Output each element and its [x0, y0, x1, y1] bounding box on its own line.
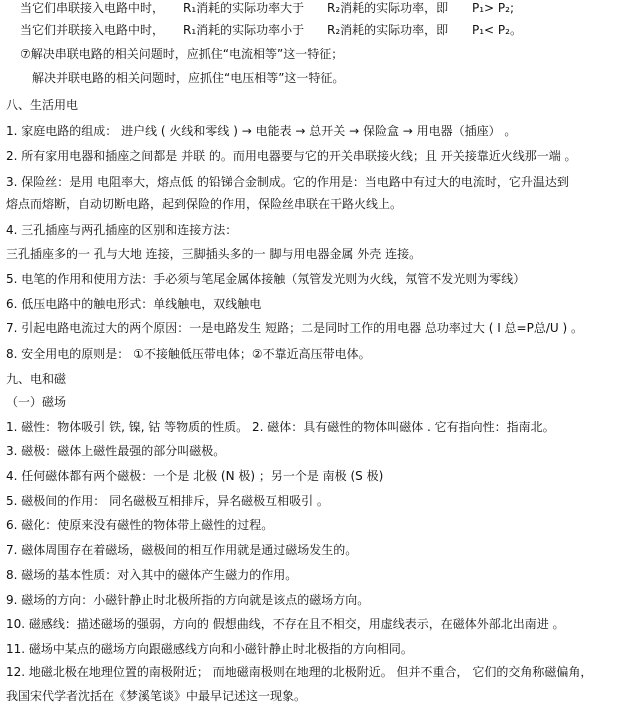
subsection-heading-magnetic-field: （一）磁场	[6, 395, 67, 409]
text-line-10: 4. 三孔插座与两孔插座的区别和连接方法：	[6, 223, 238, 237]
text-line-6: 1. 家庭电路的组成： 进户线 ( 火线和零线 ) → 电能表 → 总开关 → 保险盒 → 用电器（插座） 。	[6, 124, 517, 138]
text-line-3: ⑦解决串联电路的相关问题时，应抓住“电流相等”这一特征；	[20, 47, 344, 61]
text-line-19: 3. 磁极：磁体上磁性最强的部分叫磁极。	[6, 444, 226, 458]
section-heading-household-electricity: 八、生活用电	[6, 98, 79, 112]
text-line-26: 10. 磁感线：描述磁场的强弱，方向的 假想曲线，不存在且不相交，用虚线表示，在磁体外部北出南进 。	[6, 617, 565, 631]
text-line-18: 1. 磁性：物体吸引 铁, 镍, 钴 等物质的性质。 2. 磁体：具有磁性的物体叫磁体 . 它有指向性：指南北。	[6, 420, 555, 434]
text-line-28: 12. 地磁北极在地理位置的南极附近； 而地磁南极则在地理的北极附近。 但并不重合， 它们的交角称磁偏角，	[6, 665, 593, 679]
text-line-8: 3. 保险丝：是用 电阻率大，熔点低 的铅锑合金制成。它的作用是：当电路中有过大的电流时，它升温达到	[6, 175, 569, 189]
text-line-4: 解决并联电路的相关问题时，应抓住“电压相等”这一特征。	[32, 71, 345, 85]
series-statement-d: P₁> P₂;	[472, 1, 515, 15]
parallel-statement-c: R₂消耗的实际功率，即	[327, 23, 449, 37]
series-statement-a: 当它们串联接入电路中时，	[20, 1, 165, 15]
text-line-20: 4. 任何磁体都有两个磁极：一个是 北极 (N 极) ；另一个是 南极 (S 极)	[6, 469, 384, 483]
section-heading-electricity-magnetism: 九、电和磁	[6, 372, 67, 386]
text-line-24: 8. 磁场的基本性质：对入其中的磁体产生磁力的作用。	[6, 568, 298, 582]
text-line-25: 9. 磁场的方向：小磁针静止时北极所指的方向就是该点的磁场方向。	[6, 593, 370, 607]
parallel-statement-b: R₁消耗的实际功率小于	[183, 23, 305, 37]
series-statement-c: R₂消耗的实际功率，即	[327, 1, 449, 15]
text-line-13: 6. 低压电路中的触电形式：单线触电，双线触电	[6, 297, 262, 311]
text-line-14: 7. 引起电路电流过大的两个原因：一是电路发生 短路；二是同时工作的用电器 总功率过大 ( I 总=P总/U ) 。	[6, 321, 583, 335]
text-line-12: 5. 电笔的作用和使用方法：手必须与笔尾金属体接触（氖管发光则为火线，氖管不发光则为零线）	[6, 272, 526, 286]
text-line-2	[20, 22, 522, 38]
series-statement-b: R₁消耗的实际功率大于	[183, 1, 305, 15]
text-line-27: 11. 磁场中某点的磁场方向跟磁感线方向和小磁针静止时北极指的方向相同。	[6, 642, 413, 656]
text-line-22: 6. 磁化：使原来没有磁性的物体带上磁性的过程。	[6, 518, 274, 532]
text-line-15: 8. 安全用电的原则是： ①不接触低压带电体；②不靠近高压带电体。	[6, 347, 371, 361]
text-line-23: 7. 磁体周围存在着磁场，磁极间的相互作用就是通过磁场发生的。	[6, 543, 358, 557]
text-line-21: 5. 磁极间的作用： 同名磁极互相排斥，异名磁极互相吸引 。	[6, 494, 329, 508]
parallel-statement-d: P₁< P₂。	[472, 23, 522, 37]
parallel-statement-a: 当它们并联接入电路中时，	[20, 23, 165, 37]
text-line-11: 三孔插座多的一 孔与大地 连接，三脚插头多的一 脚与用电器金属 外壳 连接。	[6, 247, 422, 261]
text-line-29: 我国宋代学者沈括在《梦溪笔谈》中最早记述这一现象。	[6, 689, 307, 703]
text-line-1	[20, 0, 515, 16]
text-line-9: 熔点而熔断，自动切断电路，起到保险的作用，保险丝串联在干路火线上。	[6, 197, 403, 211]
text-line-7: 2. 所有家用电器和插座之间都是 并联 的。而用电器要与它的开关串联接火线；且 开关接靠近火线那一端 。	[6, 149, 577, 163]
